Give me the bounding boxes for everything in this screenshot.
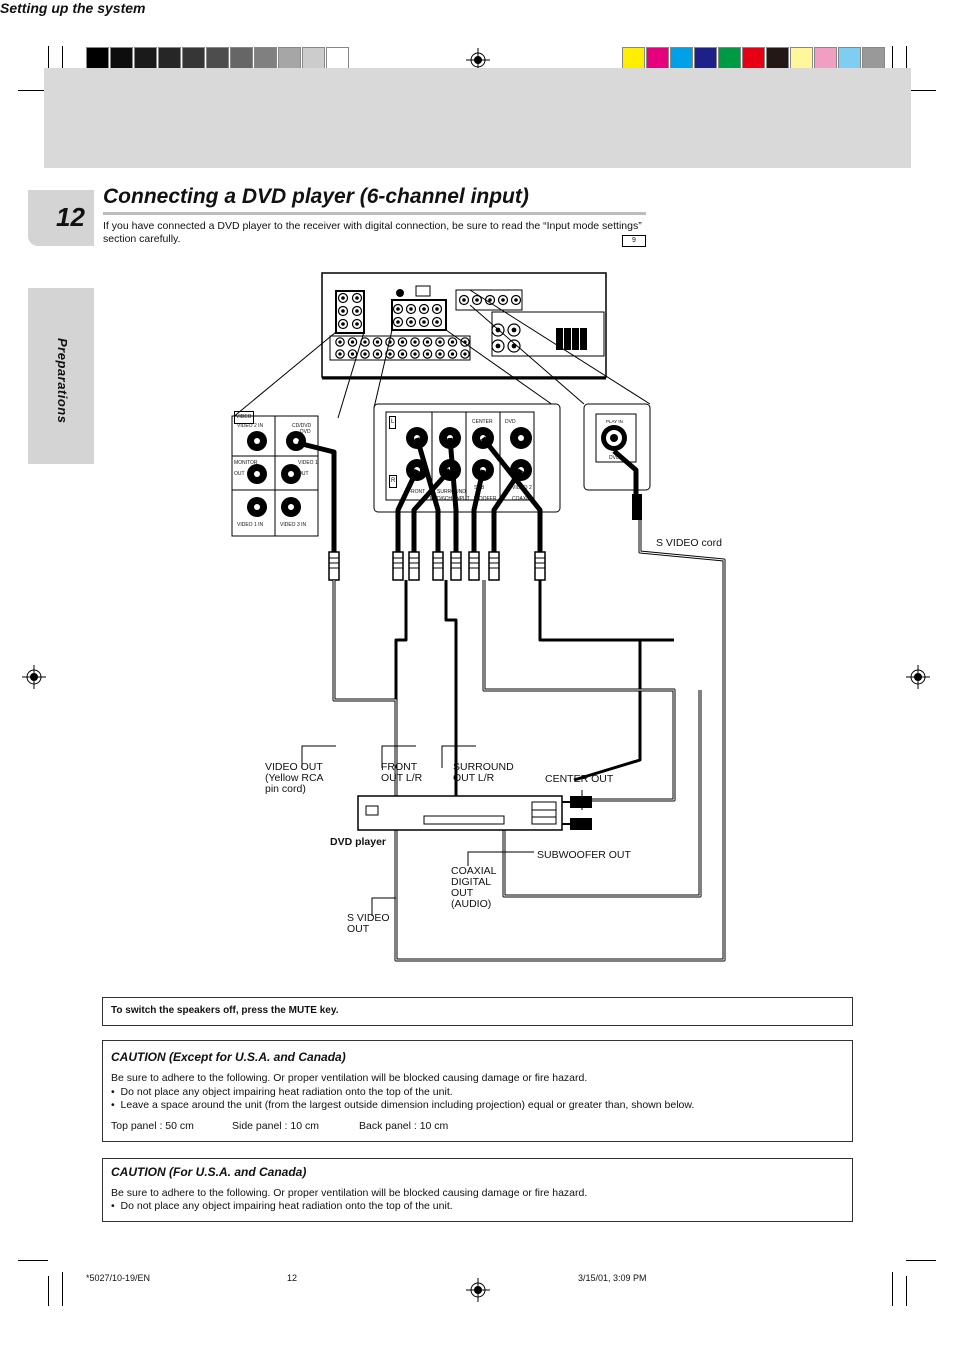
rca-plug <box>451 552 461 580</box>
video2-in-label: VIDEO 2 IN <box>237 423 264 429</box>
caution-lead: Be sure to adhere to the following. Or proper ventilation will be blocked causing damage or fire hazard. <box>111 1187 588 1199</box>
audio-right-label: R <box>389 475 397 488</box>
mute-note: To switch the speakers off, press the MUTE key. <box>111 1005 339 1016</box>
caution-box-international <box>102 1040 853 1142</box>
rear-jack-pin <box>376 352 379 355</box>
registration-mark-icon <box>466 1278 490 1302</box>
subwoofer-out-label: SUBWOOFER OUT <box>537 849 631 861</box>
rear-jack-pin <box>355 309 359 313</box>
caution-bullet: • Do not place any object impairing heat radiation onto the top of the unit. <box>111 1086 453 1098</box>
crop-mark <box>906 1276 907 1306</box>
rear-jack-pin <box>463 352 466 355</box>
video-panel-title: VIDEO <box>234 411 254 424</box>
rear-jack-pin <box>409 320 413 324</box>
rear-jack-pin <box>351 352 354 355</box>
rear-jack-pin <box>413 352 416 355</box>
rear-jack-pin <box>475 298 479 302</box>
rear-jack-pin <box>409 307 413 311</box>
rear-jack-pin <box>355 296 359 300</box>
caution-bullet-text: Do not place any object impairing heat radiation onto the top of the unit. <box>120 1086 453 1098</box>
s-video-out-label: S VIDEO OUT <box>347 912 390 935</box>
rear-jack-pin <box>435 320 439 324</box>
rca-plug <box>489 552 499 580</box>
intro-text: If you have connected a DVD player to the receiver with digital connection, be sure to read the “Input mode settings” section carefully. <box>103 220 642 245</box>
coaxial-out-label: COAXIAL DIGITAL OUT (AUDIO) <box>451 865 497 910</box>
caution-bullet: • Leave a space around the unit (from the largest outside dimension including projection) equal or greater than, shown below. <box>111 1099 695 1111</box>
caution-bullet-text: Leave a space around the unit (from the largest outside dimension including projection) equal or greater than, shown below. <box>120 1099 695 1111</box>
rear-jack-pin <box>501 298 505 302</box>
rear-jack-pin <box>488 298 492 302</box>
cd-dvd-label: CD/DVD IN <box>292 423 312 440</box>
cables-lower-core <box>334 515 724 960</box>
rear-jack-pin <box>401 352 404 355</box>
center-label: CENTER <box>472 419 493 425</box>
video1-in-label: VIDEO 1 IN <box>237 522 264 528</box>
rear-jack-pin <box>338 352 341 355</box>
receiver-rear-panel <box>322 273 606 378</box>
surround-label: SURROUND <box>437 489 466 495</box>
rear-jack-pin <box>341 322 345 326</box>
s-video-cord-label: S VIDEO cord <box>656 537 722 549</box>
rear-jack-pin <box>376 340 379 343</box>
center-out-label: CENTER OUT <box>545 773 614 785</box>
rear-jack-pin <box>351 340 354 343</box>
footer-page: 12 <box>287 1273 298 1283</box>
monitor-out-label: MONITOR OUT <box>234 460 258 477</box>
rear-jack-pin <box>413 340 416 343</box>
crop-mark <box>18 1260 48 1261</box>
svideo-dvd-label: DVD <box>609 455 620 461</box>
rear-jack-pin <box>462 298 466 302</box>
rear-jack-pin <box>388 352 391 355</box>
rear-jack-pin <box>451 352 454 355</box>
caution-bullet: • Do not place any object impairing heat radiation onto the top of the unit. <box>111 1200 453 1212</box>
crop-mark <box>62 1272 63 1306</box>
dvd-player-label: DVD player <box>330 836 387 848</box>
crop-mark <box>906 1260 936 1261</box>
rear-jack-pin <box>435 307 439 311</box>
rear-jack-pin <box>341 309 345 313</box>
rear-jack-pin <box>512 328 517 333</box>
video1-out-label: VIDEO 1 OUT <box>298 460 318 477</box>
rear-jack-pin <box>363 340 366 343</box>
rear-jack-pin <box>341 296 345 300</box>
speaker-terminal <box>564 328 571 350</box>
crop-mark <box>892 1272 893 1306</box>
speaker-terminal <box>580 328 587 350</box>
rear-jack-pin <box>422 320 426 324</box>
rear-jack-pin <box>355 322 359 326</box>
rear-jack-pin <box>363 352 366 355</box>
speaker-terminal <box>572 328 579 350</box>
rear-jack-pin <box>451 340 454 343</box>
rear-jack-pin <box>514 298 518 302</box>
page-reference-icon: 9 <box>622 235 646 247</box>
rear-jack-pin <box>396 307 400 311</box>
crop-mark <box>48 1276 49 1306</box>
caution-box-usa-canada <box>102 1158 853 1222</box>
rear-jack-pin <box>426 352 429 355</box>
rear-jack-pin <box>401 340 404 343</box>
svideo-plug <box>632 494 642 520</box>
rca-plugs <box>329 552 545 580</box>
footer-timestamp: 3/15/01, 3:09 PM <box>578 1273 647 1283</box>
rear-jack-pin <box>422 307 426 311</box>
dvd-audio-label: DVD <box>505 419 516 425</box>
front-out-label: FRONT OUT L/R <box>381 761 423 784</box>
dvd-video-label: DVD <box>300 429 311 435</box>
front-label: FRONT <box>408 489 426 495</box>
section-label: Setting up the system <box>0 0 146 16</box>
mute-note-box <box>102 997 853 1026</box>
caution-title: CAUTION (For U.S.A. and Canada) <box>111 1165 307 1179</box>
rca-plug <box>329 552 339 580</box>
subwoofer-label: SUB WOOFER <box>474 485 497 502</box>
dvd-6ch-input-label: DVD/6CH. INPUT <box>430 496 470 502</box>
rca-plug <box>433 552 443 580</box>
cables-lower <box>334 515 724 960</box>
side-panel-clearance: Side panel : 10 cm <box>232 1120 319 1132</box>
rca-plug <box>535 552 545 580</box>
video2-coaxial-label: VIDEO 2 COAXIAL <box>512 485 534 502</box>
video3-in-label: VIDEO 3 IN <box>280 522 307 528</box>
caution-lead: Be sure to adhere to the following. Or proper ventilation will be blocked causing damage or fire hazard. <box>111 1072 588 1084</box>
surround-out-label: SURROUND OUT L/R <box>453 761 514 784</box>
leader-lines <box>302 746 582 916</box>
footer-job-code: *5027/10-19/EN <box>86 1273 151 1283</box>
dvd-player-illustration <box>358 796 592 830</box>
rca-plug <box>393 552 403 580</box>
rear-jack-pin <box>496 344 501 349</box>
play-in-label: PLAY IN <box>606 419 623 424</box>
rear-jack-pin <box>426 340 429 343</box>
top-panel-clearance: Top panel : 50 cm <box>111 1120 194 1132</box>
rear-jack-pin <box>438 340 441 343</box>
video-out-label: VIDEO OUT (Yellow RCA pin cord) <box>265 761 324 795</box>
rca-plug <box>469 552 479 580</box>
caution-title: CAUTION (Except for U.S.A. and Canada) <box>111 1050 346 1064</box>
page-number: 12 <box>56 202 85 232</box>
rear-jack-pin <box>338 340 341 343</box>
rca-plug <box>409 552 419 580</box>
page-title: Connecting a DVD player (6-channel input) <box>103 185 529 208</box>
caution-bullet-text: Do not place any object impairing heat radiation onto the top of the unit. <box>120 1200 453 1212</box>
back-panel-clearance: Back panel : 10 cm <box>359 1120 449 1132</box>
rear-jack-pin <box>438 352 441 355</box>
audio-left-label: L <box>389 416 396 429</box>
rear-jack-pin <box>396 320 400 324</box>
side-tab-label: Preparations <box>55 338 70 424</box>
